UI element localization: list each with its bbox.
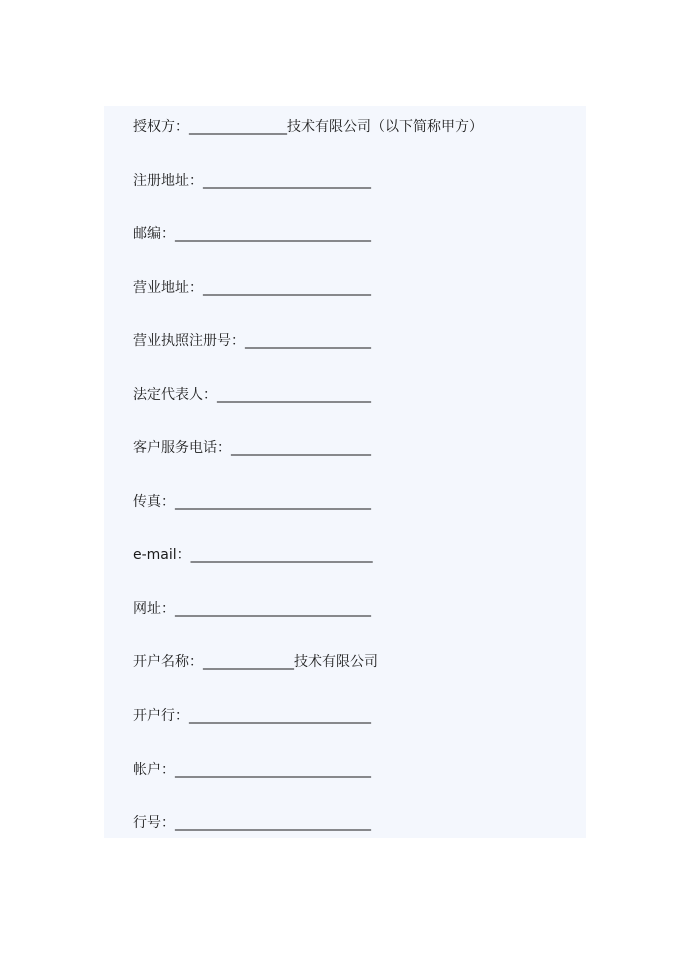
field-business-address: 营业地址：________________________ — [133, 280, 371, 296]
field-bank: 开户行：__________________________ — [133, 708, 371, 724]
form-panel — [104, 106, 586, 838]
field-account-name: 开户名称：_____________技术有限公司 — [133, 654, 378, 670]
field-postcode: 邮编：____________________________ — [133, 226, 371, 242]
field-license-number: 营业执照注册号：__________________ — [133, 333, 371, 349]
field-fax: 传真：____________________________ — [133, 494, 371, 510]
field-bank-code: 行号：____________________________ — [133, 815, 371, 831]
field-email: e-mail：__________________________ — [133, 547, 373, 563]
field-service-phone: 客户服务电话：____________________ — [133, 440, 371, 456]
field-account: 帐户：____________________________ — [133, 762, 371, 778]
field-registered-address: 注册地址：________________________ — [133, 173, 371, 189]
field-website: 网址：____________________________ — [133, 601, 371, 617]
field-licensor: 授权方：______________技术有限公司（以下简称甲方） — [133, 119, 483, 135]
field-legal-representative: 法定代表人：______________________ — [133, 387, 371, 403]
